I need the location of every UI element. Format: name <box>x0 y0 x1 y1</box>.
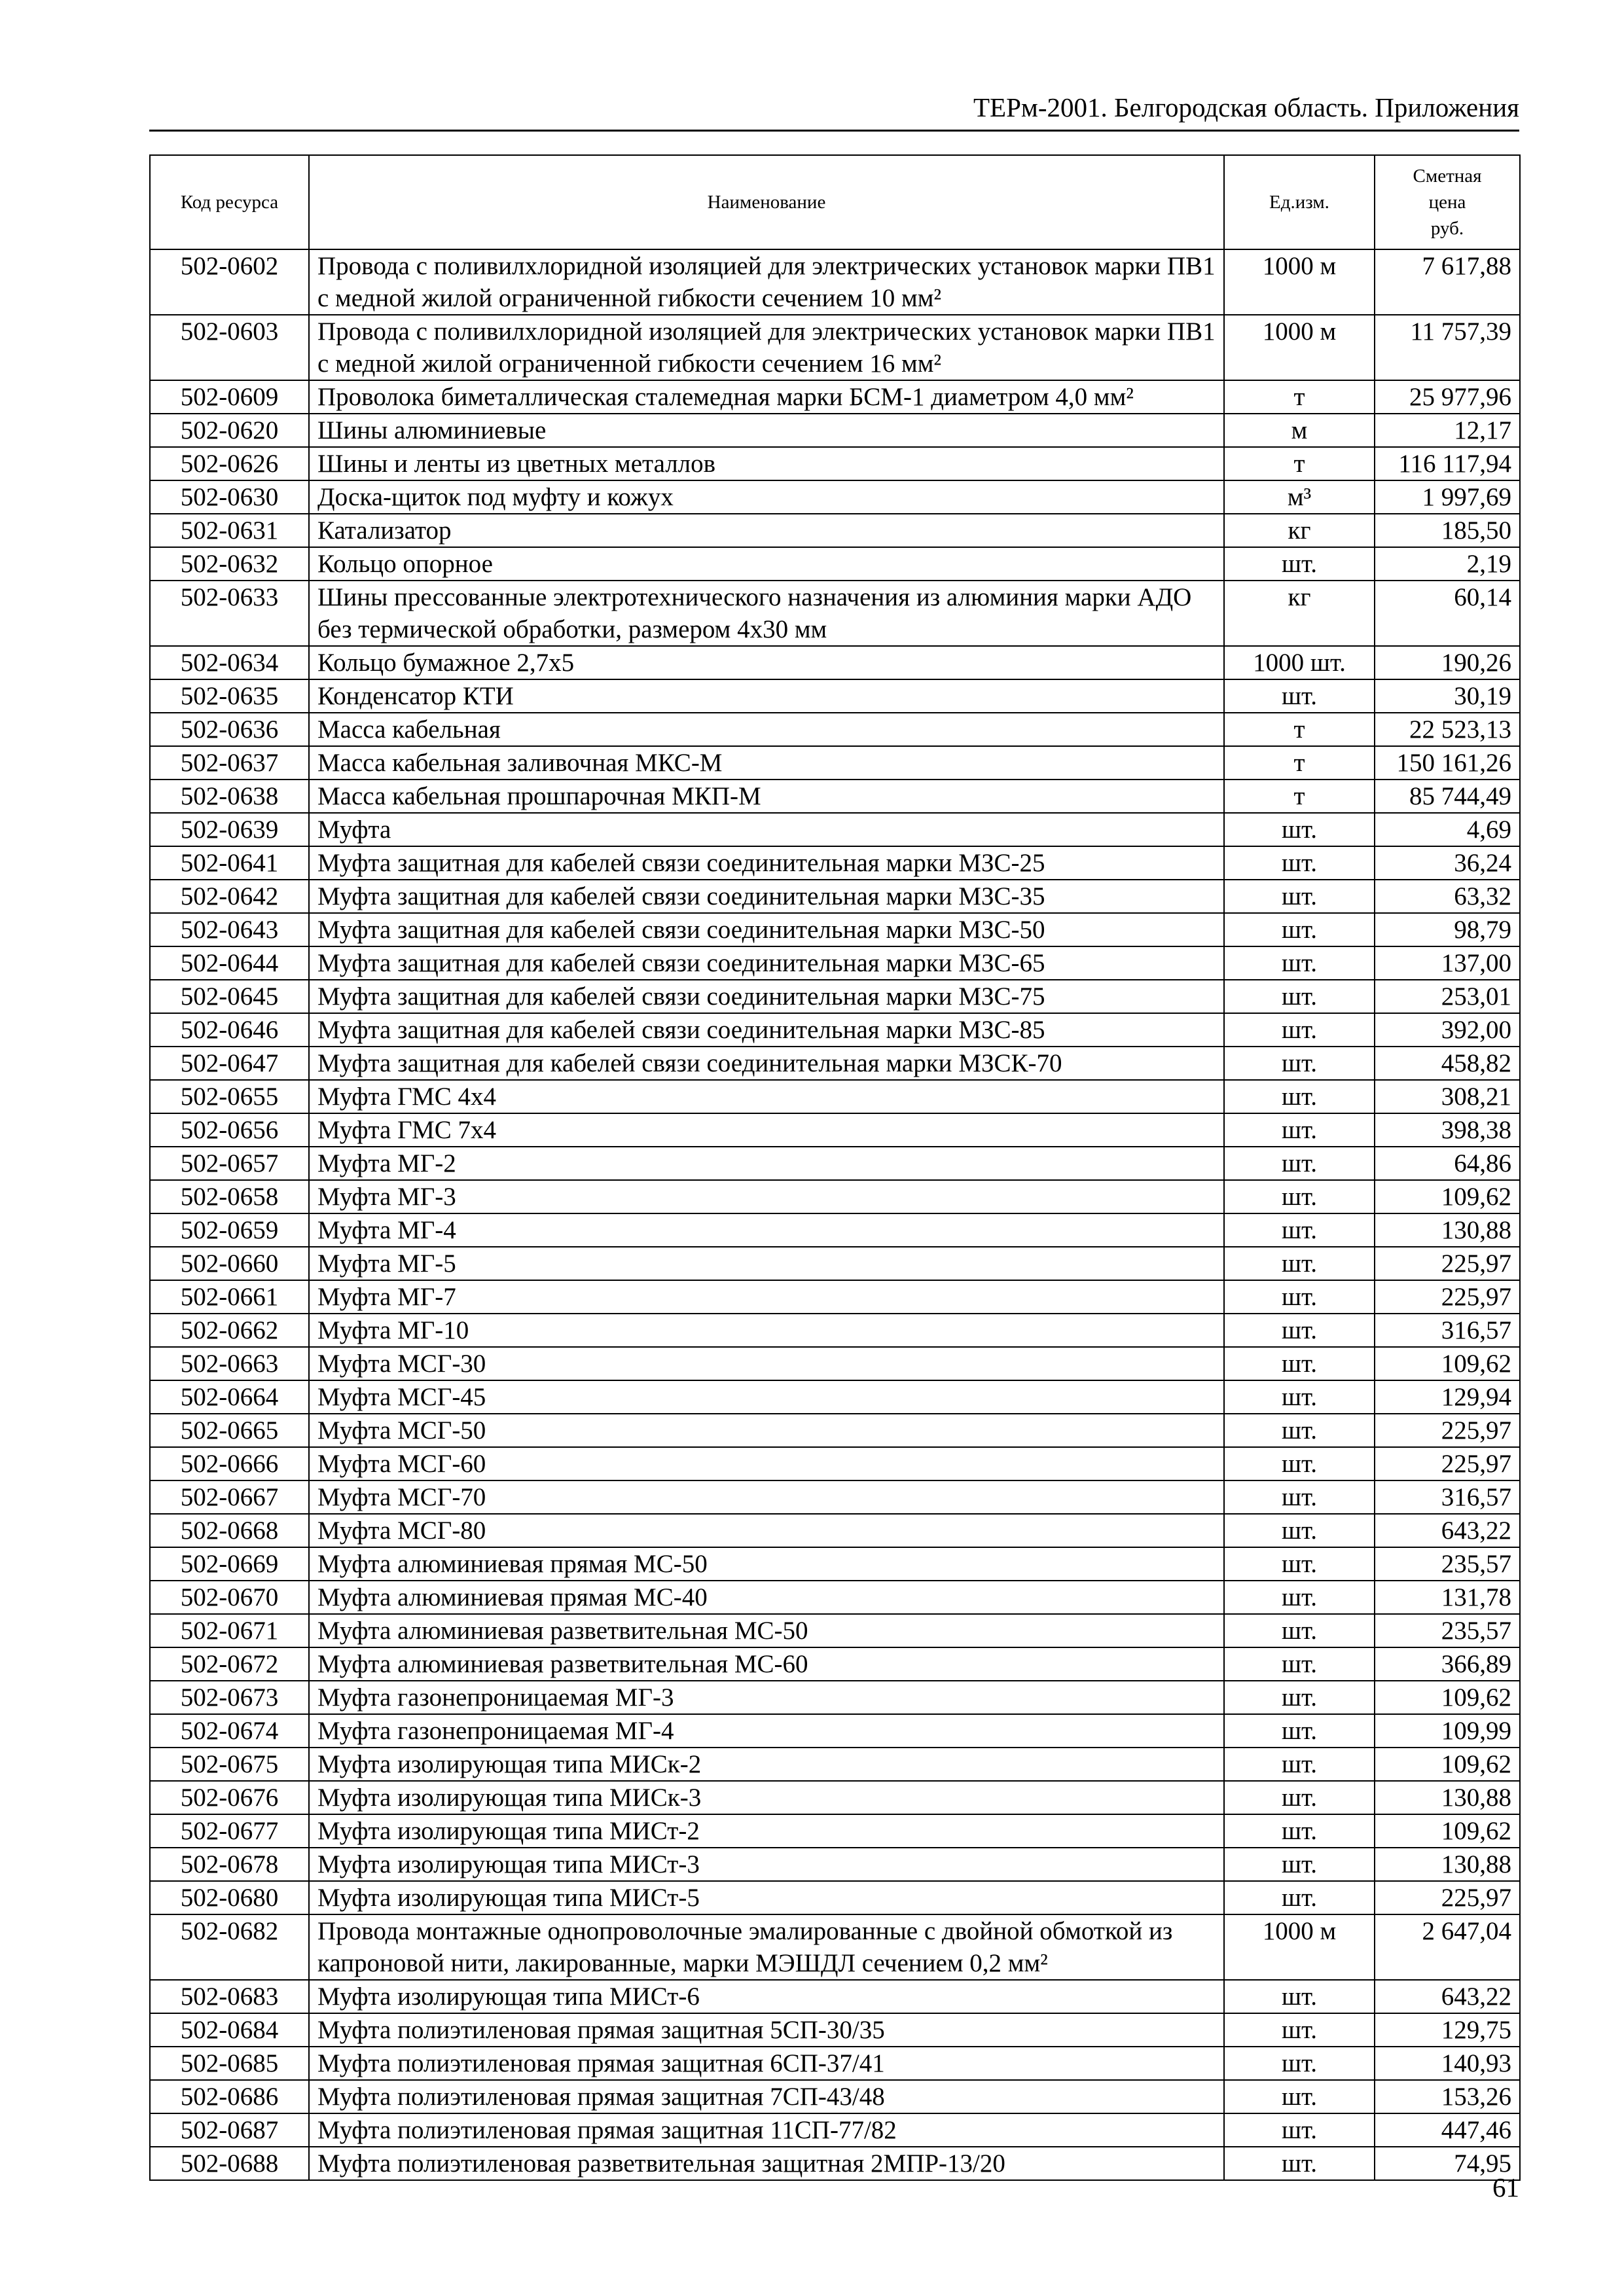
cell-code: 502-0642 <box>150 880 309 913</box>
cell-price: 643,22 <box>1375 1514 1520 1547</box>
table-row <box>150 1213 1520 1247</box>
cell-code: 502-0665 <box>150 1414 309 1447</box>
table-row <box>150 249 1520 315</box>
cell-unit: шт. <box>1224 2147 1375 2180</box>
cell-price: 12,17 <box>1375 414 1520 447</box>
table-row <box>150 1080 1520 1113</box>
cell-price: 253,01 <box>1375 980 1520 1013</box>
table-row <box>150 913 1520 946</box>
cell-price: 30,19 <box>1375 679 1520 713</box>
cell-unit: т <box>1224 780 1375 813</box>
table-row <box>150 780 1520 813</box>
cell-unit: шт. <box>1224 1113 1375 1147</box>
column-header-name: Наименование <box>309 155 1224 249</box>
cell-name: Муфта изолирующая типа МИСт-5 <box>309 1881 1224 1914</box>
cell-code: 502-0620 <box>150 414 309 447</box>
cell-name: Провода монтажные однопроволочные эмалированные с двойной обмоткой из капроновой нити, лакированные, марки МЭШДЛ сечением 0,2 мм² <box>309 1914 1224 1980</box>
cell-name: Муфта МГ-7 <box>309 1280 1224 1314</box>
table-row <box>150 1447 1520 1480</box>
table-row <box>150 679 1520 713</box>
cell-price: 398,38 <box>1375 1113 1520 1147</box>
cell-unit: кг <box>1224 514 1375 547</box>
cell-price: 1 997,69 <box>1375 480 1520 514</box>
cell-code: 502-0662 <box>150 1314 309 1347</box>
cell-code: 502-0602 <box>150 249 309 315</box>
cell-price: 2,19 <box>1375 547 1520 581</box>
table-row <box>150 1848 1520 1881</box>
cell-unit: шт. <box>1224 1781 1375 1814</box>
table-row <box>150 480 1520 514</box>
cell-name: Муфта алюминиевая прямая МС-50 <box>309 1547 1224 1581</box>
cell-code: 502-0644 <box>150 946 309 980</box>
cell-price: 60,14 <box>1375 581 1520 646</box>
cell-name: Муфта изолирующая типа МИСт-6 <box>309 1980 1224 2013</box>
cell-unit: т <box>1224 713 1375 746</box>
cell-price: 4,69 <box>1375 813 1520 846</box>
cell-code: 502-0687 <box>150 2113 309 2147</box>
cell-price: 109,62 <box>1375 1180 1520 1213</box>
table-row <box>150 547 1520 581</box>
cell-code: 502-0633 <box>150 581 309 646</box>
cell-price: 64,86 <box>1375 1147 1520 1180</box>
cell-name: Муфта МСГ-45 <box>309 1380 1224 1414</box>
cell-price: 392,00 <box>1375 1013 1520 1047</box>
cell-name: Муфта МГ-10 <box>309 1314 1224 1347</box>
table-row <box>150 1480 1520 1514</box>
cell-price: 458,82 <box>1375 1047 1520 1080</box>
resource-price-table <box>149 154 1521 2181</box>
cell-unit: шт. <box>1224 1881 1375 1914</box>
cell-code: 502-0683 <box>150 1980 309 2013</box>
cell-price: 109,62 <box>1375 1748 1520 1781</box>
cell-unit: шт. <box>1224 1213 1375 1247</box>
cell-code: 502-0672 <box>150 1647 309 1681</box>
cell-price: 225,97 <box>1375 1447 1520 1480</box>
cell-price: 150 161,26 <box>1375 746 1520 780</box>
cell-unit: шт. <box>1224 547 1375 581</box>
cell-code: 502-0678 <box>150 1848 309 1881</box>
cell-code: 502-0676 <box>150 1781 309 1814</box>
cell-name: Муфта изолирующая типа МИСт-3 <box>309 1848 1224 1881</box>
cell-price: 98,79 <box>1375 913 1520 946</box>
cell-name: Муфта МСГ-80 <box>309 1514 1224 1547</box>
table-row <box>150 581 1520 646</box>
cell-unit: шт. <box>1224 2080 1375 2113</box>
table-row <box>150 980 1520 1013</box>
table-row <box>150 2080 1520 2113</box>
cell-name: Провода с поливилхлоридной изоляцией для электрических установок марки ПВ1 с медной жилой ограниченной гибкости сечением 16 мм² <box>309 315 1224 380</box>
cell-name: Кольцо опорное <box>309 547 1224 581</box>
table-row <box>150 1414 1520 1447</box>
cell-unit: шт. <box>1224 1447 1375 1480</box>
cell-code: 502-0632 <box>150 547 309 581</box>
cell-unit: шт. <box>1224 2113 1375 2147</box>
table-row <box>150 1347 1520 1380</box>
page-header-title: ТЕРм-2001. Белгородская область. Приложения <box>973 92 1519 122</box>
table-row <box>150 1647 1520 1681</box>
cell-unit: шт. <box>1224 1147 1375 1180</box>
cell-name: Муфта алюминиевая прямая МС-40 <box>309 1581 1224 1614</box>
cell-name: Катализатор <box>309 514 1224 547</box>
cell-price: 153,26 <box>1375 2080 1520 2113</box>
cell-code: 502-0682 <box>150 1914 309 1980</box>
table-row <box>150 1547 1520 1581</box>
cell-unit: шт. <box>1224 1814 1375 1848</box>
cell-price: 130,88 <box>1375 1781 1520 1814</box>
cell-code: 502-0657 <box>150 1147 309 1180</box>
cell-unit: шт. <box>1224 1347 1375 1380</box>
cell-code: 502-0677 <box>150 1814 309 1848</box>
table-row <box>150 2113 1520 2147</box>
cell-unit: шт. <box>1224 880 1375 913</box>
cell-name: Муфта МГ-3 <box>309 1180 1224 1213</box>
cell-unit: шт. <box>1224 1414 1375 1447</box>
cell-code: 502-0603 <box>150 315 309 380</box>
cell-code: 502-0641 <box>150 846 309 880</box>
cell-name: Муфта изолирующая типа МИСт-2 <box>309 1814 1224 1848</box>
cell-price: 316,57 <box>1375 1480 1520 1514</box>
cell-code: 502-0659 <box>150 1213 309 1247</box>
cell-unit: шт. <box>1224 1614 1375 1647</box>
cell-code: 502-0639 <box>150 813 309 846</box>
column-header-price: Сметная цена руб. <box>1375 155 1520 249</box>
cell-unit: шт. <box>1224 2047 1375 2080</box>
cell-price: 225,97 <box>1375 1414 1520 1447</box>
table-row <box>150 1914 1520 1980</box>
cell-name: Муфта МГ-5 <box>309 1247 1224 1280</box>
table-row <box>150 646 1520 679</box>
table-row <box>150 946 1520 980</box>
page-number: 61 <box>1492 2172 1519 2202</box>
cell-unit: 1000 м <box>1224 249 1375 315</box>
cell-name: Масса кабельная заливочная МКС-М <box>309 746 1224 780</box>
table-row <box>150 813 1520 846</box>
cell-name: Шины и ленты из цветных металлов <box>309 447 1224 480</box>
table-row <box>150 1113 1520 1147</box>
cell-unit: т <box>1224 746 1375 780</box>
cell-unit: шт. <box>1224 813 1375 846</box>
table-row <box>150 713 1520 746</box>
cell-code: 502-0666 <box>150 1447 309 1480</box>
cell-price: 11 757,39 <box>1375 315 1520 380</box>
cell-name: Провода с поливилхлоридной изоляцией для электрических установок марки ПВ1 с медной жилой ограниченной гибкости сечением 10 мм² <box>309 249 1224 315</box>
table-row <box>150 2147 1520 2180</box>
cell-name: Муфта защитная для кабелей связи соединительная марки МЗС-85 <box>309 1013 1224 1047</box>
cell-code: 502-0688 <box>150 2147 309 2180</box>
cell-name: Муфта полиэтиленовая прямая защитная 5СП-30/35 <box>309 2013 1224 2047</box>
cell-code: 502-0643 <box>150 913 309 946</box>
cell-name: Муфта полиэтиленовая прямая защитная 7СП-43/48 <box>309 2080 1224 2113</box>
cell-name: Муфта <box>309 813 1224 846</box>
cell-unit: шт. <box>1224 1247 1375 1280</box>
cell-code: 502-0684 <box>150 2013 309 2047</box>
cell-code: 502-0645 <box>150 980 309 1013</box>
table-row <box>150 1781 1520 1814</box>
cell-name: Муфта ГМС 7х4 <box>309 1113 1224 1147</box>
cell-code: 502-0685 <box>150 2047 309 2080</box>
cell-unit: т <box>1224 447 1375 480</box>
cell-code: 502-0667 <box>150 1480 309 1514</box>
cell-code: 502-0646 <box>150 1013 309 1047</box>
cell-code: 502-0630 <box>150 480 309 514</box>
cell-unit: м <box>1224 414 1375 447</box>
cell-unit: шт. <box>1224 1581 1375 1614</box>
cell-price: 74,95 <box>1375 2147 1520 2180</box>
cell-code: 502-0671 <box>150 1614 309 1647</box>
cell-price: 85 744,49 <box>1375 780 1520 813</box>
cell-price: 235,57 <box>1375 1614 1520 1647</box>
cell-code: 502-0658 <box>150 1180 309 1213</box>
cell-code: 502-0670 <box>150 1581 309 1614</box>
cell-unit: 1000 м <box>1224 315 1375 380</box>
cell-unit: т <box>1224 380 1375 414</box>
cell-name: Муфта газонепроницаемая МГ-3 <box>309 1681 1224 1714</box>
table-body <box>150 249 1520 2180</box>
cell-unit: шт. <box>1224 1280 1375 1314</box>
cell-code: 502-0635 <box>150 679 309 713</box>
cell-unit: м³ <box>1224 480 1375 514</box>
table-row <box>150 1881 1520 1914</box>
cell-name: Муфта защитная для кабелей связи соединительная марки МЗС-65 <box>309 946 1224 980</box>
table-row <box>150 1314 1520 1347</box>
header-divider <box>149 130 1519 132</box>
cell-price: 137,00 <box>1375 946 1520 980</box>
cell-name: Муфта защитная для кабелей связи соединительная марки МЗСК-70 <box>309 1047 1224 1080</box>
cell-name: Муфта алюминиевая разветвительная МС-60 <box>309 1647 1224 1681</box>
cell-name: Муфта изолирующая типа МИСк-2 <box>309 1748 1224 1781</box>
table-row <box>150 1714 1520 1748</box>
cell-unit: шт. <box>1224 1480 1375 1514</box>
table-row <box>150 1280 1520 1314</box>
cell-name: Муфта полиэтиленовая разветвительная защитная 2МПР-13/20 <box>309 2147 1224 2180</box>
cell-unit: шт. <box>1224 1647 1375 1681</box>
cell-name: Муфта МСГ-30 <box>309 1347 1224 1380</box>
cell-price: 225,97 <box>1375 1881 1520 1914</box>
table-row <box>150 315 1520 380</box>
cell-name: Муфта защитная для кабелей связи соединительная марки МЗС-35 <box>309 880 1224 913</box>
cell-price: 643,22 <box>1375 1980 1520 2013</box>
table-row <box>150 1581 1520 1614</box>
table-row <box>150 846 1520 880</box>
cell-name: Муфта алюминиевая разветвительная МС-50 <box>309 1614 1224 1647</box>
cell-name: Муфта защитная для кабелей связи соединительная марки МЗС-25 <box>309 846 1224 880</box>
cell-price: 109,62 <box>1375 1347 1520 1380</box>
cell-unit: шт. <box>1224 1047 1375 1080</box>
cell-price: 129,75 <box>1375 2013 1520 2047</box>
cell-price: 131,78 <box>1375 1581 1520 1614</box>
cell-code: 502-0634 <box>150 646 309 679</box>
cell-price: 130,88 <box>1375 1848 1520 1881</box>
table-row <box>150 1681 1520 1714</box>
cell-unit: шт. <box>1224 913 1375 946</box>
cell-name: Муфта изолирующая типа МИСк-3 <box>309 1781 1224 1814</box>
cell-price: 63,32 <box>1375 880 1520 913</box>
cell-code: 502-0638 <box>150 780 309 813</box>
table-row <box>150 1247 1520 1280</box>
cell-price: 25 977,96 <box>1375 380 1520 414</box>
cell-unit: 1000 шт. <box>1224 646 1375 679</box>
cell-code: 502-0674 <box>150 1714 309 1748</box>
cell-unit: шт. <box>1224 679 1375 713</box>
table-row <box>150 1047 1520 1080</box>
cell-code: 502-0669 <box>150 1547 309 1581</box>
cell-price: 109,99 <box>1375 1714 1520 1748</box>
table-row <box>150 746 1520 780</box>
cell-name: Муфта ГМС 4х4 <box>309 1080 1224 1113</box>
cell-price: 366,89 <box>1375 1647 1520 1681</box>
cell-code: 502-0661 <box>150 1280 309 1314</box>
cell-price: 225,97 <box>1375 1247 1520 1280</box>
cell-price: 447,46 <box>1375 2113 1520 2147</box>
table-row <box>150 514 1520 547</box>
table-row <box>150 1013 1520 1047</box>
cell-code: 502-0668 <box>150 1514 309 1547</box>
column-header-unit: Ед.изм. <box>1224 155 1375 249</box>
cell-name: Проволока биметаллическая сталемедная марки БСМ-1 диаметром 4,0 мм² <box>309 380 1224 414</box>
table-row <box>150 1147 1520 1180</box>
table-row <box>150 880 1520 913</box>
cell-code: 502-0626 <box>150 447 309 480</box>
cell-name: Кольцо бумажное 2,7х5 <box>309 646 1224 679</box>
cell-unit: шт. <box>1224 1314 1375 1347</box>
cell-code: 502-0655 <box>150 1080 309 1113</box>
cell-name: Шины алюминиевые <box>309 414 1224 447</box>
table-row <box>150 1514 1520 1547</box>
cell-code: 502-0636 <box>150 713 309 746</box>
cell-price: 225,97 <box>1375 1280 1520 1314</box>
cell-price: 2 647,04 <box>1375 1914 1520 1980</box>
cell-price: 22 523,13 <box>1375 713 1520 746</box>
cell-code: 502-0660 <box>150 1247 309 1280</box>
cell-unit: шт. <box>1224 1013 1375 1047</box>
cell-unit: шт. <box>1224 980 1375 1013</box>
cell-name: Масса кабельная <box>309 713 1224 746</box>
cell-code: 502-0656 <box>150 1113 309 1147</box>
cell-name: Муфта МГ-2 <box>309 1147 1224 1180</box>
cell-unit: шт. <box>1224 1180 1375 1213</box>
cell-unit: шт. <box>1224 946 1375 980</box>
cell-unit: шт. <box>1224 1380 1375 1414</box>
cell-price: 109,62 <box>1375 1681 1520 1714</box>
cell-name: Муфта полиэтиленовая прямая защитная 11СП-77/82 <box>309 2113 1224 2147</box>
table-row <box>150 1380 1520 1414</box>
cell-name: Муфта МГ-4 <box>309 1213 1224 1247</box>
cell-price: 140,93 <box>1375 2047 1520 2080</box>
cell-price: 109,62 <box>1375 1814 1520 1848</box>
cell-unit: шт. <box>1224 1547 1375 1581</box>
cell-name: Масса кабельная прошпарочная МКП-М <box>309 780 1224 813</box>
cell-unit: шт. <box>1224 1848 1375 1881</box>
cell-unit: шт. <box>1224 1080 1375 1113</box>
cell-name: Муфта МСГ-60 <box>309 1447 1224 1480</box>
cell-name: Муфта газонепроницаемая МГ-4 <box>309 1714 1224 1748</box>
cell-price: 308,21 <box>1375 1080 1520 1113</box>
cell-unit: шт. <box>1224 2013 1375 2047</box>
cell-unit: шт. <box>1224 1748 1375 1781</box>
cell-code: 502-0673 <box>150 1681 309 1714</box>
cell-price: 185,50 <box>1375 514 1520 547</box>
cell-code: 502-0637 <box>150 746 309 780</box>
cell-code: 502-0686 <box>150 2080 309 2113</box>
cell-name: Муфта полиэтиленовая прямая защитная 6СП-37/41 <box>309 2047 1224 2080</box>
cell-name: Шины прессованные электротехнического назначения из алюминия марки АДО без термической обработки, размером 4х30 мм <box>309 581 1224 646</box>
column-header-code: Код ресурса <box>150 155 309 249</box>
table-row <box>150 1180 1520 1213</box>
cell-price: 7 617,88 <box>1375 249 1520 315</box>
cell-price: 116 117,94 <box>1375 447 1520 480</box>
cell-code: 502-0609 <box>150 380 309 414</box>
cell-price: 190,26 <box>1375 646 1520 679</box>
cell-name: Муфта защитная для кабелей связи соединительная марки МЗС-50 <box>309 913 1224 946</box>
table-row <box>150 447 1520 480</box>
cell-code: 502-0680 <box>150 1881 309 1914</box>
table-row <box>150 2013 1520 2047</box>
table-header-row <box>150 155 1520 249</box>
cell-code: 502-0663 <box>150 1347 309 1380</box>
cell-unit: шт. <box>1224 846 1375 880</box>
table-row <box>150 1814 1520 1848</box>
table-row <box>150 1614 1520 1647</box>
cell-unit: шт. <box>1224 1514 1375 1547</box>
cell-price: 130,88 <box>1375 1213 1520 1247</box>
table-row <box>150 1980 1520 2013</box>
cell-unit: шт. <box>1224 1714 1375 1748</box>
table-row <box>150 1748 1520 1781</box>
cell-price: 36,24 <box>1375 846 1520 880</box>
cell-code: 502-0664 <box>150 1380 309 1414</box>
cell-name: Муфта защитная для кабелей связи соединительная марки МЗС-75 <box>309 980 1224 1013</box>
cell-code: 502-0647 <box>150 1047 309 1080</box>
cell-name: Муфта МСГ-70 <box>309 1480 1224 1514</box>
cell-code: 502-0631 <box>150 514 309 547</box>
cell-unit: 1000 м <box>1224 1914 1375 1980</box>
cell-name: Доска-щиток под муфту и кожух <box>309 480 1224 514</box>
cell-unit: кг <box>1224 581 1375 646</box>
cell-name: Конденсатор КТИ <box>309 679 1224 713</box>
cell-price: 235,57 <box>1375 1547 1520 1581</box>
cell-price: 316,57 <box>1375 1314 1520 1347</box>
table-row <box>150 380 1520 414</box>
cell-unit: шт. <box>1224 1980 1375 2013</box>
table-row <box>150 2047 1520 2080</box>
cell-price: 129,94 <box>1375 1380 1520 1414</box>
cell-code: 502-0675 <box>150 1748 309 1781</box>
cell-unit: шт. <box>1224 1681 1375 1714</box>
table-row <box>150 414 1520 447</box>
cell-name: Муфта МСГ-50 <box>309 1414 1224 1447</box>
